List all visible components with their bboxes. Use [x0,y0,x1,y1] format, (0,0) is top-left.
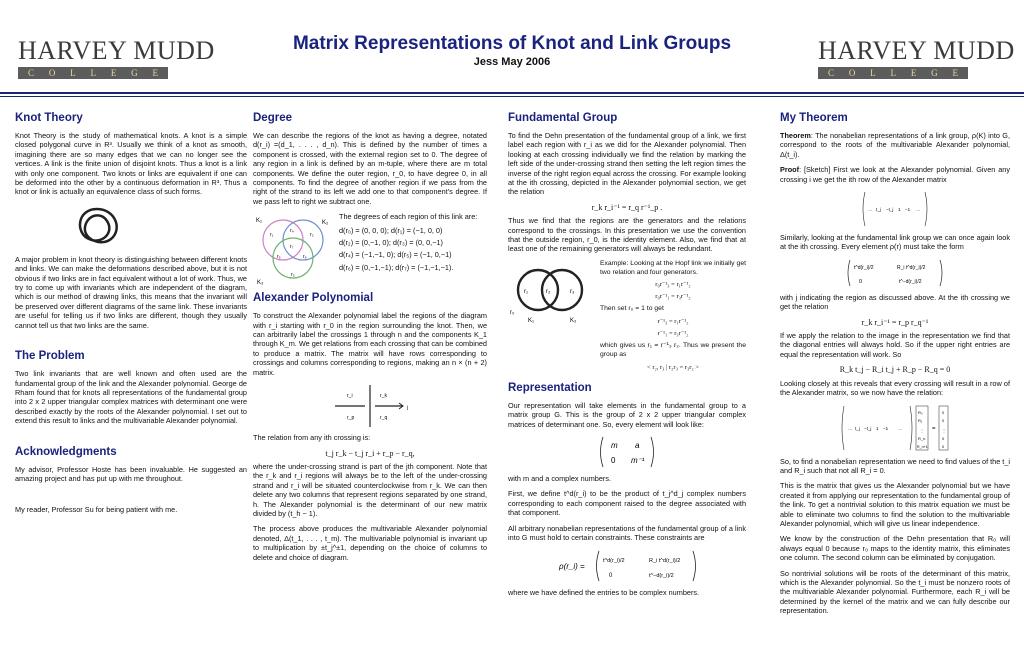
crossing-label-ri: r_i [347,393,353,400]
fig-label-k1: K₁ [256,218,263,225]
vector-entry: ⋮ [920,427,924,433]
example-conclusion: which gives us r₁ = r⁻¹₃ r₂. Thus we present the group as [600,342,746,359]
row-entry: t_j [876,207,881,213]
hopf-link-figure [508,260,594,330]
representation-paragraph-3: First, we define t^d(r_i) to be the product of t_j^d_j complex numbers corresponding to each component raised to the degree associated with that component. [508,489,746,518]
rho-matrix [508,549,746,583]
logo-letter: L [70,68,76,78]
trefoil-knot-figure [67,203,127,251]
alexander-paragraph-1: To construct the Alexander polynomial label the regions of the diagram with r_i starting with r_0 in the region surrounding the knot. Then, we can arbitrarily label the crossings 1 through n and the components K_1 through K_m. We get relations from each crossing that can be combined to produce a matrix. The matrix will have rows corresponding to crossings and columns corresponding to regions, making an n × (n + 2) matrix. [253,311,487,377]
degree-line: d(r₀) = (0, 0, 0); d(r₁) = (−1, 0, 0) [339,225,443,235]
logo-letter: C [828,68,835,78]
logo-letter: C [28,68,35,78]
zero-entry: 0 [942,417,945,423]
section-title-knot-theory: Knot Theory [15,112,83,124]
example-relation-1: r₀r⁻¹₃ = r₁r⁻¹₂ [655,281,691,289]
fig-label-r7: r₇ [290,244,294,251]
proof-text: : [Sketch] First we look at the Alexander polynomial. Given any crossing i we get the ith row of the Alexander matrix [780,165,1010,184]
logo-letter: L [890,68,896,78]
row-entry: 1 [898,207,901,213]
knot-theory-paragraph-2: A major problem in knot theory is distinguishing between different knots and links. We can make the deformations described above, but it is not obvious if two links are in fact equivalent without a lot of work. Thus, we try to come up with invariants which are independent of the diagram, which is our method of drawing links, this means that the invariant will be preserved over different diagrams of the same link. These invariants are useful for telling us if two links are different, though they usually cannot tell us that two links are the same. [15,254,247,330]
vector-entry: R₀ [918,409,923,415]
logo-letter: G [931,68,938,78]
rho-form-matrix [780,258,1010,288]
degree-line: d(r₂) = (0,−1, 0); d(r₃) = (0, 0,−1) [339,238,443,248]
fig-label-k2: K₂ [322,220,329,227]
matrix-entry: R_i t^d(r_i)/2 [897,264,926,271]
three-component-link-figure [253,212,333,288]
fig-label-r2: r₂ [310,232,314,239]
matrix-entry: m [611,441,618,451]
row-entry: −1 [905,207,911,213]
fig-label-k3: K₃ [257,280,264,287]
fig-label-r5: r₅ [277,254,281,261]
section-title-fundamental-group: Fundamental Group [508,112,618,124]
example-relation-4: r⁻¹₁ = r₃r⁻¹₂ [657,330,689,338]
rho-lhs: ρ(r_i) = [559,561,585,571]
column-2 [253,112,487,640]
acknowledgments-paragraph-2: My reader, Professor Su for being patient with me. [15,505,178,515]
theorem-paragraph-9: So nontrivial solutions will be roots of the determinant of this matrix, which is the Alexander polynomial. So the t_i must be nonzero roots of the multivariable Alexander polynomial. Furthermore, each R_i will be determined by the kernel of the matrix and we can fully describe our representation. [780,568,1010,616]
group-presentation: < r₂, r₃ | r₂r₃ = r₃r₂ > [647,363,699,371]
theorem-label: Theorem [780,131,811,140]
hopf-label-r3: r₃ [570,288,575,295]
row-entry: −t_j [864,425,872,431]
section-title-representation: Representation [508,381,592,394]
matrix-entry: 0 [611,456,616,466]
problem-paragraph: Two link invariants that are well known and often used are the fundamental group of the link and the Alexander polynomial. George de Rham found that for knots all representations of the fundamental group into 2 x 2 upper triangular complex matrices with determinant one were described exactly by the roots of the Alexander polynomial. I set out to extend this result to links and the multivariable Alexander polynomial. [15,369,247,426]
example-relation-2: r₀r⁻¹₁ = r₃r⁻¹₂ [655,293,691,301]
logo-letter: L [870,68,876,78]
crossing-label-rk: r_k [380,393,387,400]
representation-paragraph-4: All arbitrary nonabelian representations of the fundamental group of a link into G must hold to certain constraints. These constraints are [508,523,746,543]
svg-text:=: = [932,425,936,432]
zero-entry: 0 [942,443,945,449]
matrix-entry: t^−d(r_i)/2 [649,572,674,579]
crossing-label-rp: r_p [347,415,355,422]
alexander-paragraph-4: The process above produces the multivariable Alexander polynomial denoted, Δ(t_1, . . . , t_m). The multivariable polynomial is invariant up to multiplication by ±t_j^±1, depending on the choice of columns to delete and choice of diagram. [253,524,487,562]
row-entry: … [916,207,921,213]
logo-letter: O [848,68,856,78]
knot-theory-paragraph-1: Knot Theory is the study of mathematical knots. A knot is a simple closed polygonal curve in R³. Usually we think of a knot as smooth, imagining there are so many edges that we can no longer see the vertices. A link is the finite union of disjoint knots. Thus a knot is a link with only one component. Two knots or links are equivalent if one can be deformed into the other by a continuous deformation in R³. Thus a knot or link is actually an equivalence class of such forms. [15,131,247,197]
logo-subtitle-bar [818,67,968,79]
fundamental-paragraph-1: To find the Dehn presentation of the fundamental group of a link, we first label each region with r_i as we did for the Alexander polynomial. Then looking at each crossing individually we find the relation by marking the left side of the under-crossing strand then setting the left region times the inverse of the right region equal across the crossing. For example looking at the ith crossing, depicted in the Alexander polynomial section, we get the relation [508,131,746,197]
matrix-entry: t^d(r_i)/2 [854,264,874,271]
matrix-entry: 0 [859,278,863,285]
logo-letter: L [90,68,96,78]
fig-label-r4: r₄ [290,228,294,235]
logo-wordmark: HARVEY MUDD [818,36,1015,65]
logo-letter: E [110,68,117,78]
matrix-entry: t^d(r_i)/2 [603,557,625,564]
representation-paragraph-1: Our representation will take elements in the fundamental group to a matrix group G. This is the group of 2 x 2 upper triangular complex matrices of determinant one. So, every element will look like: [508,400,746,429]
header-divider-top [0,92,1024,94]
theorem-paragraph-7: This is the matrix that gives us the Alexander polynomial but we have created it from applying our representation to the fundamental group of the link. To get a nontrivial solution to this matrix equation we must be able to eliminate two columns to find the solution to the multivariable Alexander polynomial, which will give us linear independence. [780,481,1010,528]
row-entry: −1 [883,425,889,431]
fig-label-r6: r₆ [303,254,307,261]
theorem-statement [780,131,1010,159]
example-then: Then set r₀ = 1 to get [600,305,664,313]
matrix-entry: R_i t^d(r_i)/2 [649,557,681,564]
acknowledgments-paragraph-1: My advisor, Professor Hoste has been invaluable. He suggested an amazing project and has put up with me throughout. [15,464,247,483]
column-3 [508,112,746,640]
alexander-paragraph-3: where the under-crossing strand is part of the jth component. Note that the r_k and r_i regions will always be to the left of the under-crossing strand and r_i will be situated counterclockwise from r_k. We can then delete any two columns that represent regions separated by one strand, h. The Alexander polynomial is the determinant of our new matrix divided by (t_h − 1). [253,461,487,518]
logo-subtitle-bar [18,67,168,79]
alexander-matrix-equation [780,404,1010,452]
alexander-paragraph-2: The relation from any ith crossing is: [253,433,371,443]
section-title-problem: The Problem [15,350,85,363]
degree-caption: The degrees of each region of this link are: [339,212,478,222]
poster-title: Matrix Representations of Knot and Link Groups [292,33,732,54]
crossing-label-j: j [407,405,409,412]
row-entry: … [898,425,903,431]
upper-triangular-matrix [508,435,746,469]
section-title-alexander: Alexander Polynomial [253,292,374,305]
theorem-paragraph-5: Looking closely at this reveals that every crossing will result in a row of the Alexander matrix, so we now have the relation: [780,378,1010,398]
example-relation-3: r⁻¹₃ = r₁r⁻¹₂ [657,318,689,326]
representation-paragraph-5: where we have defined the entries to be complex numbers. [508,587,700,597]
zero-entry: 0 [942,435,945,441]
row-entry: t_j [855,425,860,431]
logo-wordmark: HARVEY MUDD [18,36,215,65]
header-divider-bottom [0,96,1024,97]
alexander-row-matrix [780,190,1010,228]
theorem-text: : The nonabelian representations of a link group, ρ(K) into G, correspond to the roots of the multivariable Alexander polynomial, Δ(t_i). [780,131,1010,159]
zero-entry: ⋮ [942,427,946,433]
theorem-paragraph-4: If we apply the relation to the image in the representation we find that the diagonal entries will always hold. So if the upper right entries are equal the representation will work. So [780,331,1010,359]
alexander-relation: t_j r_k − t_j r_i + r_p − r_q, [325,448,415,458]
logo-letter: E [910,68,917,78]
hopf-label-r2: r₂ [546,288,551,295]
hopf-label-r1: r₁ [524,288,529,295]
logo-letter: E [152,68,158,78]
theorem-equation: R_k t_j − R_i t_j + R_p − R_q = 0 [839,365,951,375]
poster-author: Jess May 2006 [473,56,551,68]
logo-letter: G [131,68,138,78]
zero-entry: 0 [942,409,945,415]
theorem-paragraph-8: We know by the construction of the Dehn presentation that R₀ will always equal 0 because r₀ maps to the identity matrix, this eliminates one column. The second column can be eliminated by conjugation. [780,534,1010,563]
section-title-theorem: My Theorem [780,112,848,124]
theorem-paragraph-3: with j indicating the region as discussed above. At the ith crossing we get the relation [780,292,1010,312]
degree-list [339,212,487,288]
degree-line: d(r₄) = (−1,−1, 0); d(r₅) = (−1, 0,−1) [339,250,452,260]
row-entry: 1 [876,425,879,431]
vector-entry: R_n+1 [917,444,928,449]
theorem-paragraph-2: Similarly, looking at the fundamental link group we can once again look at the ith crossing. Every element ρ(r) must take the form [780,233,1010,252]
hopf-label-k2: K₂ [570,317,577,324]
example-intro: Example: Looking at the Hopf link we initially get two relation and four generators. [600,259,746,276]
proof-label: Proof [780,165,800,175]
matrix-entry: m⁻¹ [631,456,645,466]
hopf-label-r0: r₀ [510,309,515,316]
row-entry: −t_j [886,207,894,213]
row-entry: … [868,207,873,213]
vector-entry: R₁ [918,417,923,423]
logo-letter: O [48,68,56,78]
matrix-entry: t^−d(r_i)/2 [899,278,922,285]
crossing-label-rq: r_q [380,415,388,422]
representation-paragraph-2: with m and a complex numbers. [508,474,612,484]
degree-line: d(r₆) = (0,−1,−1); d(r₇) = (−1,−1,−1). [339,262,454,272]
fig-label-r1: r₁ [270,232,274,239]
fundamental-paragraph-2: Thus we find that the regions are the generators and the relations correspond to the crossings. In this presentation we use the convention that the outside region, r_0, is the identity element. Also, we find that at least one of the remaining generators will always be redundant. [508,216,746,254]
fundamental-relation: r_k r_i⁻¹ = r_q r⁻¹_p . [591,202,663,212]
hopf-example-row [508,260,746,376]
fig-label-r3: r₃ [291,272,295,279]
crossing-figure [325,383,415,429]
theorem-relation: r_k r_i⁻¹ = r_p r_q⁻¹ [861,317,929,327]
hopf-example-text [600,260,746,376]
section-title-degree: Degree [253,112,292,124]
vector-entry: R_n [918,435,926,441]
section-title-acknowledgments: Acknowledgments [15,445,117,458]
hopf-label-k1: K₁ [528,317,535,324]
matrix-entry: a [635,441,640,451]
proof-statement [780,165,1010,184]
degree-paragraph: We can describe the regions of the knot as having a degree, notated d(r_i) =(d_1, . . . , d_n). This is defined by the number of times a component is crossed, with the external region set to 0. The degree of any region in a link is defined by an m-tuple, where there are m total components. We define the outer region, r_0, to have degree 0, in all components. To find the degree of another region if we pass from the right of the strand to its left we add one to that component's degree. If we pass left to right we subtract one. [253,131,487,206]
degree-figure-row [253,212,487,288]
logo-letter: E [952,68,958,78]
column-1 [15,112,247,640]
theorem-paragraph-6: So, to find a nonabelian representation we need to find values of the t_i and R_i such that not all R_i = 0. [780,456,1010,475]
column-4 [780,112,1010,640]
matrix-entry: 0 [609,572,613,579]
row-entry: … [848,425,853,431]
